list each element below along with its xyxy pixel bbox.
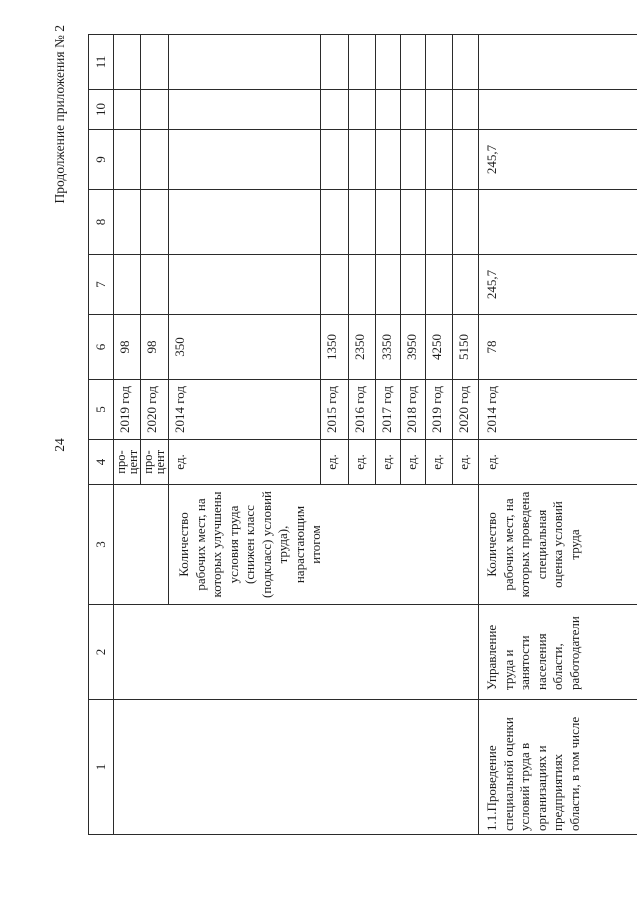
empty-cell xyxy=(141,255,169,315)
column-number: 2 xyxy=(89,605,114,700)
year-cell: 2015 год xyxy=(321,380,349,440)
column-number-row xyxy=(89,35,114,835)
unit-cell: про- цент xyxy=(141,440,169,485)
value-cell: 78 xyxy=(479,315,637,380)
empty-cell xyxy=(114,255,141,315)
empty-cell xyxy=(479,190,637,255)
unit-cell: ед. xyxy=(453,440,479,485)
empty-cell xyxy=(321,190,349,255)
year-cell: 2020 год xyxy=(453,380,479,440)
column-number: 3 xyxy=(89,485,114,605)
column-number: 10 xyxy=(89,90,114,130)
empty-cell xyxy=(141,130,169,190)
value-cell: 98 xyxy=(114,315,141,380)
empty-cell xyxy=(376,255,401,315)
unit-cell: ед. xyxy=(479,440,637,485)
year-cell: 2020 год xyxy=(141,380,169,440)
empty-cell xyxy=(349,35,376,90)
column-number: 9 xyxy=(89,130,114,190)
empty-cell xyxy=(426,130,453,190)
empty-cell xyxy=(349,130,376,190)
empty-cell xyxy=(321,255,349,315)
unit-cell: про- цент xyxy=(114,440,141,485)
column-number: 4 xyxy=(89,440,114,485)
empty-cell xyxy=(453,130,479,190)
empty-cell xyxy=(426,35,453,90)
empty-cell xyxy=(401,130,426,190)
continuation-note: Продолжение приложения № 2 xyxy=(52,25,67,204)
column-number: 6 xyxy=(89,315,114,380)
empty-cell xyxy=(349,255,376,315)
unit-cell: ед. xyxy=(169,440,321,485)
empty-cell xyxy=(426,190,453,255)
program-table xyxy=(88,34,637,835)
value-cell: 98 xyxy=(141,315,169,380)
empty-cell xyxy=(169,255,321,315)
event-cell-continued xyxy=(114,700,479,835)
column-number: 7 xyxy=(89,255,114,315)
empty-cell xyxy=(453,90,479,130)
year-cell: 2018 год xyxy=(401,380,426,440)
executor-cell: Управление труда и занятости населения области, работодатели xyxy=(479,605,637,700)
empty-cell xyxy=(426,90,453,130)
unit-cell: ед. xyxy=(321,440,349,485)
unit-cell: ед. xyxy=(426,440,453,485)
empty-cell xyxy=(426,255,453,315)
empty-cell xyxy=(376,35,401,90)
unit-cell: ед. xyxy=(376,440,401,485)
empty-cell xyxy=(321,90,349,130)
unit-cell: ед. xyxy=(349,440,376,485)
empty-cell xyxy=(453,190,479,255)
column-number: 5 xyxy=(89,380,114,440)
indicator-cell: Количество рабочих мест, на которых проведена специальная оценка условий труда xyxy=(479,485,637,605)
value-cell: 1350 xyxy=(321,315,349,380)
empty-cell xyxy=(376,190,401,255)
empty-cell xyxy=(114,35,141,90)
year-cell: 2014 год xyxy=(169,380,321,440)
empty-cell xyxy=(453,35,479,90)
empty-cell xyxy=(169,90,321,130)
column-number: 8 xyxy=(89,190,114,255)
empty-cell xyxy=(321,35,349,90)
year-cell: 2019 год xyxy=(114,380,141,440)
empty-cell xyxy=(401,255,426,315)
empty-cell xyxy=(114,130,141,190)
column-number: 1 xyxy=(89,700,114,835)
value-cell: 3950 xyxy=(401,315,426,380)
empty-cell xyxy=(321,130,349,190)
empty-cell xyxy=(141,190,169,255)
empty-cell xyxy=(479,90,637,130)
column-number: 11 xyxy=(89,35,114,90)
value-cell: 4250 xyxy=(426,315,453,380)
empty-cell xyxy=(349,190,376,255)
empty-cell xyxy=(453,255,479,315)
value-cell: 3350 xyxy=(376,315,401,380)
indicator-cell-continued xyxy=(114,485,169,605)
executor-cell-continued xyxy=(114,605,479,700)
empty-cell xyxy=(169,190,321,255)
year-cell: 2019 год xyxy=(426,380,453,440)
indicator-cell: Количество рабочих мест, на которых улучшены условия труда (снижен класс (подкласс) условий труда), нарастающим итогом xyxy=(169,485,479,605)
unit-cell: ед. xyxy=(401,440,426,485)
funding-cell: 245,7 xyxy=(479,255,637,315)
table-row xyxy=(114,35,141,835)
table-row-event-1-1 xyxy=(479,35,637,835)
year-cell: 2016 год xyxy=(349,380,376,440)
empty-cell xyxy=(401,90,426,130)
empty-cell xyxy=(141,35,169,90)
empty-cell xyxy=(401,190,426,255)
page-number: 24 xyxy=(52,438,67,452)
year-cell: 2014 год xyxy=(479,380,637,440)
value-cell: 5150 xyxy=(453,315,479,380)
empty-cell xyxy=(141,90,169,130)
event-cell: 1.1.Проведение специальной оценки условий труда в организациях и предприятиях области, в том числе xyxy=(479,700,637,835)
empty-cell xyxy=(114,90,141,130)
empty-cell xyxy=(401,35,426,90)
funding-cell: 245,7 xyxy=(479,130,637,190)
empty-cell xyxy=(376,90,401,130)
empty-cell xyxy=(479,35,637,90)
empty-cell xyxy=(114,190,141,255)
empty-cell xyxy=(169,35,321,90)
value-cell: 2350 xyxy=(349,315,376,380)
empty-cell xyxy=(376,130,401,190)
year-cell: 2017 год xyxy=(376,380,401,440)
empty-cell xyxy=(349,90,376,130)
value-cell: 350 xyxy=(169,315,321,380)
empty-cell xyxy=(169,130,321,190)
